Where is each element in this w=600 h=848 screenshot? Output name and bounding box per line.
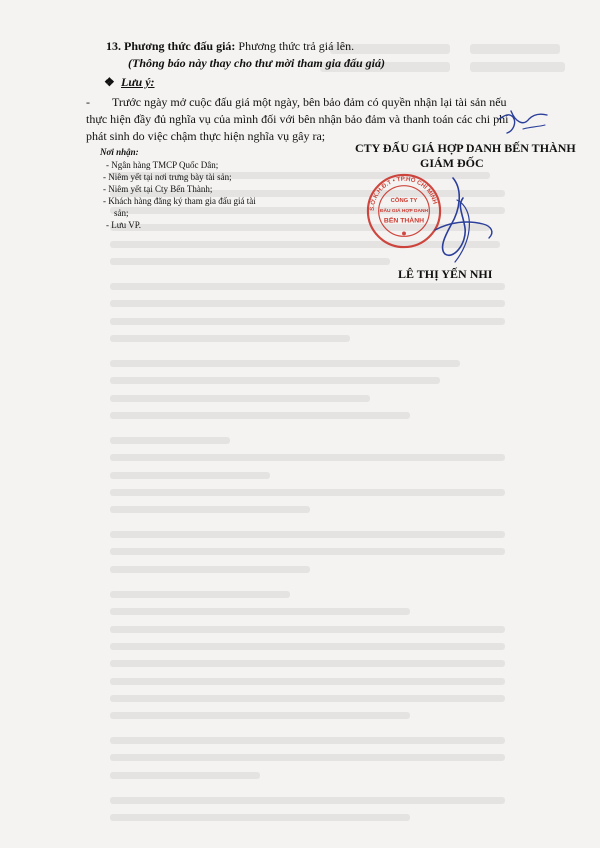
recipient-item: - Niêm yết tại Cty Bến Thành;	[103, 184, 213, 194]
recipient-item: sản;	[114, 208, 129, 218]
note-text: Trước ngày mở cuộc đấu giá một ngày, bên bảo đảm có quyền nhận lại tài sản nếu thực hiện đầy đủ nghĩa vụ của mình đối với bên nhận bảo đảm và thanh toán các chi phí phát sinh do việc chậm thực hiện nghĩa vụ gây ra;	[86, 95, 509, 143]
section-13-heading: Phương thức đấu giá:	[124, 39, 236, 53]
note-bullet: -	[86, 95, 90, 109]
signer-position: GIÁM ĐỐC	[420, 156, 484, 170]
organization-name: CTY ĐẤU GIÁ HỢP DANH BẾN THÀNH	[355, 141, 576, 155]
seal-ring-text: S.Ở.K.H.Đ.T • TP.HỒ CHÍ MINH	[368, 175, 439, 212]
recipient-item: - Ngân hàng TMCP Quốc Dân;	[106, 160, 219, 170]
note-heading	[104, 75, 155, 90]
recipient-item: - Niêm yết tại nơi trưng bày tài sản;	[103, 172, 232, 182]
seal-line2: ĐẤU GIÁ HỢP DANH	[379, 208, 429, 214]
section-13-text: Phương thức trả giá lên.	[238, 39, 355, 53]
seal-line1: CÔNG TY	[390, 198, 418, 205]
note-heading-label: Lưu ý:	[121, 75, 155, 89]
notice-text: (Thông báo này thay cho thư mời tham gia đấu giá)	[128, 56, 385, 70]
recipients-block	[100, 146, 256, 231]
section-13	[106, 38, 354, 54]
handwritten-initials	[495, 105, 550, 140]
section-13-number: 13.	[106, 39, 121, 53]
handwritten-signature	[405, 170, 515, 270]
signer-name: LÊ THỊ YẾN NHI	[398, 267, 493, 281]
recipient-item: - Khách hàng đăng ký tham gia đấu giá tài	[103, 196, 256, 206]
recipients-title: Nơi nhận:	[100, 147, 139, 157]
note-paragraph	[86, 94, 511, 145]
diamond-bullet-icon: ❖	[104, 75, 115, 89]
recipient-item: - Lưu VP.	[106, 220, 141, 230]
seal-line3: BẾN THÀNH	[383, 217, 425, 225]
